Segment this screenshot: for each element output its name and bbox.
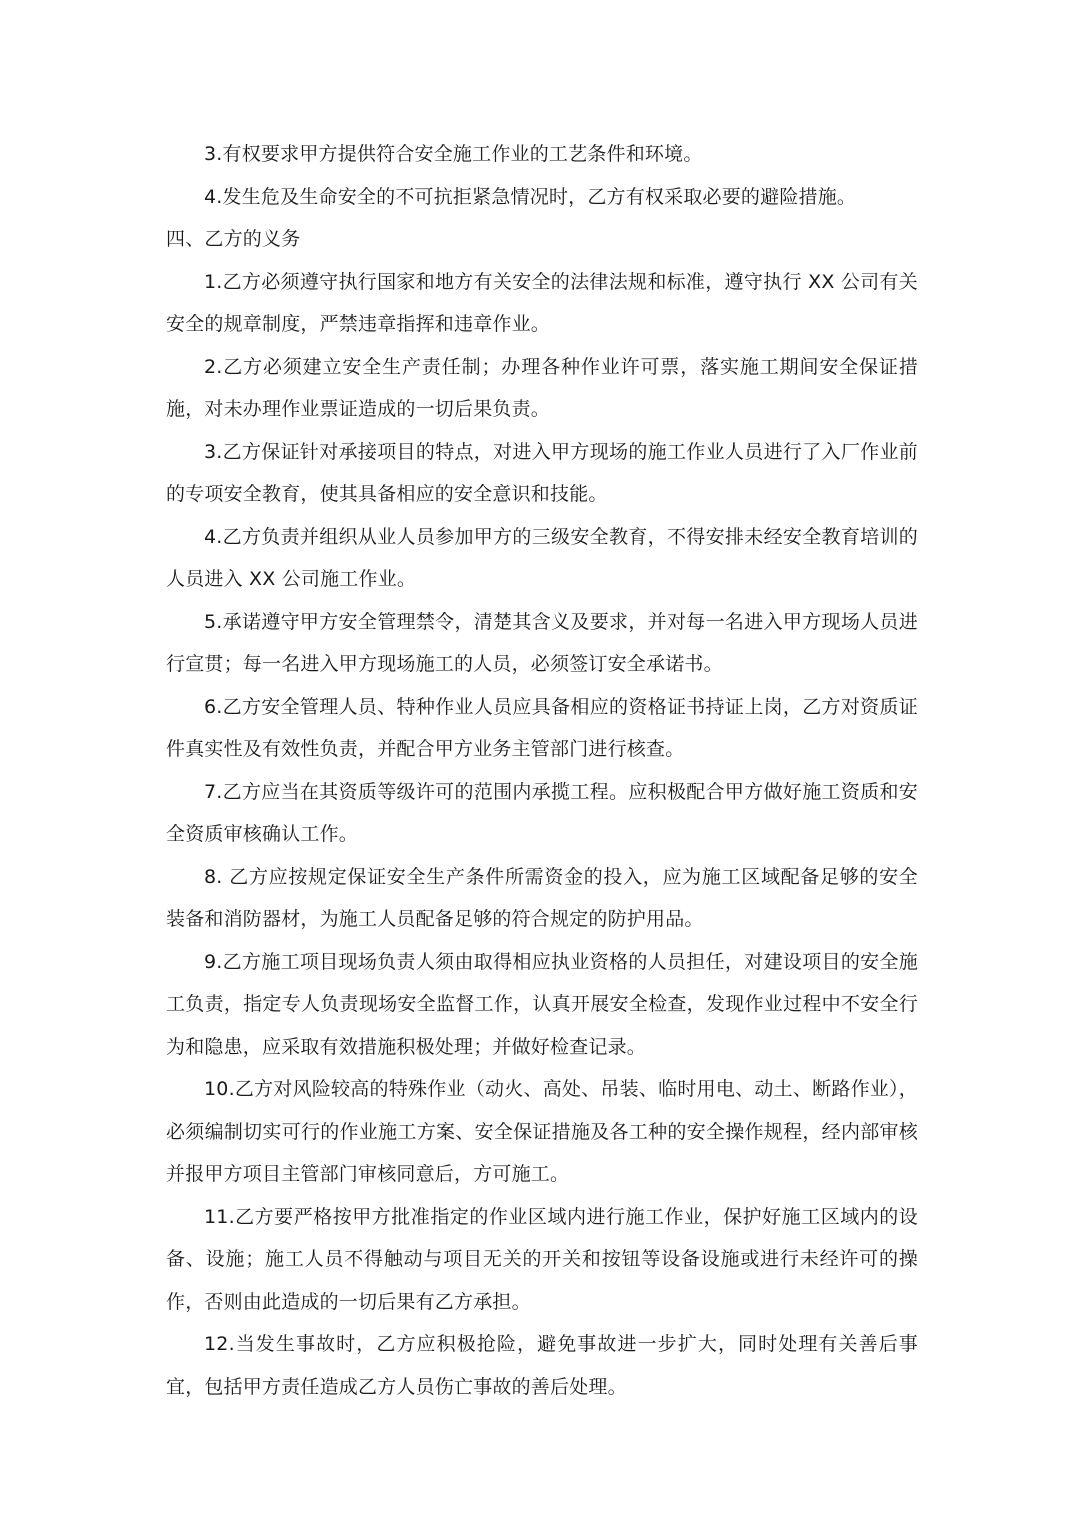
obligation-item-11: 11.乙方要严格按甲方批准指定的作业区域内进行施工作业，保护好施工区域内的设备、设施；施工人员不得触动与项目无关的开关和按钮等设备设施或进行未经许可的操作，否则由此造成的一切后果有乙方承担。 — [166, 1205, 918, 1313]
obligation-item-8: 8. 乙方应按规定保证安全生产条件所需资金的投入，应为施工区域配备足够的安全装备和消防器材，为施工人员配备足够的符合规定的防护用品。 — [166, 865, 918, 930]
obligation-item-12: 12.当发生事故时，乙方应积极抢险，避免事故进一步扩大，同时处理有关善后事宜，包括甲方责任造成乙方人员伤亡事故的善后处理。 — [166, 1333, 918, 1398]
rights-item-3: 3.有权要求甲方提供符合安全施工作业的工艺条件和环境。 — [204, 143, 703, 165]
rights-item-4: 4.发生危及生命安全的不可抗拒紧急情况时，乙方有权采取必要的避险措施。 — [204, 185, 857, 208]
obligation-item-1: 1.乙方必须遵守执行国家和地方有关安全的法律法规和标准，遵守执行 XX 公司有关安全的规章制度，严禁违章指挥和违章作业。 — [166, 270, 918, 335]
obligation-item-5: 5.承诺遵守甲方安全管理禁令，清楚其含义及要求，并对每一名进入甲方现场人员进行宣贯；每一名进入甲方现场施工的人员，必须签订安全承诺书。 — [166, 610, 918, 675]
document-body — [166, 133, 918, 1408]
obligation-item-6: 6.乙方安全管理人员、特种作业人员应具备相应的资格证书持证上岗，乙方对资质证件真实性及有效性负责，并配合甲方业务主管部门进行核查。 — [166, 695, 918, 760]
obligation-item-2: 2.乙方必须建立安全生产责任制；办理各种作业许可票，落实施工期间安全保证措施，对未办理作业票证造成的一切后果负责。 — [166, 355, 918, 420]
section-heading: 四、乙方的义务 — [166, 228, 301, 250]
obligation-item-7: 7.乙方应当在其资质等级许可的范围内承揽工程。应积极配合甲方做好施工资质和安全资质审核确认工作。 — [166, 780, 918, 845]
obligation-item-10: 10.乙方对风险较高的特殊作业（动火、高处、吊装、临时用电、动土、断路作业），必须编制切实可行的作业施工方案、安全保证措施及各工种的安全操作规程，经内部审核并报甲方项目主管部门审核同意后，方可施工。 — [166, 1078, 918, 1185]
obligation-item-9: 9.乙方施工项目现场负责人须由取得相应执业资格的人员担任，对建设项目的安全施工负责，指定专人负责现场安全监督工作，认真开展安全检查，发现作业过程中不安全行为和隐患，应采取有效措施积极处理；并做好检查记录。 — [166, 950, 918, 1058]
obligation-item-4: 4.乙方负责并组织从业人员参加甲方的三级安全教育，不得安排未经安全教育培训的人员进入 XX 公司施工作业。 — [166, 525, 918, 590]
obligation-item-3: 3.乙方保证针对承接项目的特点，对进入甲方现场的施工作业人员进行了入厂作业前的专项安全教育，使其具备相应的安全意识和技能。 — [166, 440, 918, 505]
